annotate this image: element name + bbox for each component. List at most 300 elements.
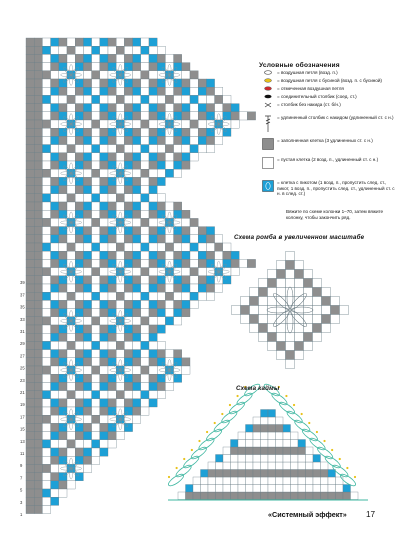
grid-cell bbox=[174, 153, 182, 161]
grid-cell bbox=[206, 136, 214, 144]
grid-cell bbox=[75, 276, 83, 284]
grid-cell bbox=[182, 79, 190, 87]
grid-cell bbox=[83, 153, 91, 161]
grid-cell bbox=[141, 227, 149, 235]
grid-cell bbox=[133, 391, 141, 399]
rhombus-cell bbox=[331, 297, 340, 306]
grid-cell bbox=[223, 104, 231, 112]
grid-cell bbox=[67, 391, 75, 399]
edging-cell bbox=[261, 425, 269, 433]
grid-cell bbox=[141, 341, 149, 349]
grid-cell bbox=[51, 87, 59, 95]
grid-cell bbox=[26, 309, 34, 317]
rhombus-cell bbox=[322, 306, 331, 315]
bead-dot bbox=[301, 413, 303, 415]
grid-cell bbox=[100, 382, 108, 390]
grid-cell bbox=[83, 54, 91, 62]
grid-cell bbox=[182, 71, 190, 79]
grid-cell bbox=[67, 341, 75, 349]
grid-cell bbox=[100, 423, 108, 431]
grid-cell bbox=[141, 276, 149, 284]
grid-cell bbox=[67, 292, 75, 300]
grid-cell bbox=[165, 95, 173, 103]
grid-cell bbox=[124, 276, 132, 284]
rhombus-cell bbox=[241, 315, 250, 324]
grid-cell bbox=[59, 473, 67, 481]
grid-cell bbox=[124, 145, 132, 153]
grid-cell bbox=[42, 268, 50, 276]
grid-cell bbox=[51, 333, 59, 341]
grid-cell bbox=[26, 489, 34, 497]
grid-cell bbox=[141, 259, 149, 267]
grid-cell bbox=[26, 440, 34, 448]
grid-cell bbox=[231, 120, 239, 128]
filled-cell-icon bbox=[259, 138, 277, 150]
grid-cell bbox=[92, 415, 100, 423]
grid-cell bbox=[92, 202, 100, 210]
grid-cell bbox=[34, 210, 42, 218]
grid-cell bbox=[149, 46, 157, 54]
grid-cell bbox=[174, 104, 182, 112]
grid-cell bbox=[92, 243, 100, 251]
grid-cell bbox=[26, 456, 34, 464]
grid-cell bbox=[141, 71, 149, 79]
edging-cell bbox=[216, 455, 224, 463]
grid-cell bbox=[157, 202, 165, 210]
grid-cell bbox=[116, 153, 124, 161]
grid-cell bbox=[100, 259, 108, 267]
grid-cell bbox=[133, 407, 141, 415]
grid-cell bbox=[59, 325, 67, 333]
rhombus-cell bbox=[322, 297, 331, 306]
grid-cell bbox=[67, 169, 75, 177]
grid-cell bbox=[124, 38, 132, 46]
grid-cell bbox=[92, 153, 100, 161]
grid-cell bbox=[51, 415, 59, 423]
grid-cell bbox=[141, 243, 149, 251]
grid-cell bbox=[26, 317, 34, 325]
grid-cell bbox=[124, 407, 132, 415]
edging-cell bbox=[276, 492, 284, 500]
grid-cell bbox=[157, 79, 165, 87]
grid-cell bbox=[108, 63, 116, 71]
grid-cell bbox=[42, 497, 50, 505]
grid-cell bbox=[59, 489, 67, 497]
grid-cell bbox=[100, 161, 108, 169]
edging-cell bbox=[283, 432, 291, 440]
grid-cell bbox=[133, 300, 141, 308]
grid-cell bbox=[34, 46, 42, 54]
grid-cell bbox=[92, 38, 100, 46]
grid-cell bbox=[149, 276, 157, 284]
grid-cell bbox=[75, 161, 83, 169]
grid-cell bbox=[149, 341, 157, 349]
grid-cell bbox=[141, 268, 149, 276]
grid-cell bbox=[92, 374, 100, 382]
grid-cell bbox=[26, 432, 34, 440]
grid-cell bbox=[26, 120, 34, 128]
rhombus-cell bbox=[313, 324, 322, 333]
grid-cell bbox=[26, 104, 34, 112]
grid-cell bbox=[42, 235, 50, 243]
edging-cell bbox=[246, 470, 254, 478]
grid-cell bbox=[157, 153, 165, 161]
grid-cell bbox=[157, 46, 165, 54]
grid-cell bbox=[26, 391, 34, 399]
grid-cell bbox=[92, 399, 100, 407]
grid-cell bbox=[198, 276, 206, 284]
grid-cell bbox=[108, 243, 116, 251]
grid-cell bbox=[182, 358, 190, 366]
edging-cell bbox=[276, 462, 284, 470]
edging-cell bbox=[306, 485, 314, 493]
rhombus-cell bbox=[304, 279, 313, 288]
grid-cell bbox=[83, 202, 91, 210]
grid-cell bbox=[116, 169, 124, 177]
grid-cell bbox=[182, 112, 190, 120]
grid-cell bbox=[165, 284, 173, 292]
edging-cell bbox=[291, 462, 299, 470]
grid-cell bbox=[116, 87, 124, 95]
grid-cell bbox=[108, 38, 116, 46]
grid-cell bbox=[59, 243, 67, 251]
grid-cell bbox=[190, 243, 198, 251]
grid-cell bbox=[223, 112, 231, 120]
grid-cell bbox=[116, 136, 124, 144]
grid-cell bbox=[75, 309, 83, 317]
grid-cell bbox=[157, 161, 165, 169]
edging-cell bbox=[291, 447, 299, 455]
edging-cell bbox=[238, 440, 246, 448]
grid-cell bbox=[182, 120, 190, 128]
grid-cell bbox=[83, 259, 91, 267]
grid-cell bbox=[42, 505, 50, 513]
bead-dot bbox=[354, 476, 356, 478]
grid-cell bbox=[124, 251, 132, 259]
grid-cell bbox=[59, 38, 67, 46]
chain-icon bbox=[259, 70, 277, 75]
grid-cell bbox=[26, 350, 34, 358]
edging-cell bbox=[328, 492, 336, 500]
grid-cell bbox=[92, 186, 100, 194]
rhombus-cell bbox=[286, 333, 295, 342]
grid-cell bbox=[75, 186, 83, 194]
rhombus-cell bbox=[250, 324, 259, 333]
grid-cell bbox=[190, 136, 198, 144]
grid-cell bbox=[42, 46, 50, 54]
grid-cell bbox=[108, 194, 116, 202]
grid-cell bbox=[149, 169, 157, 177]
grid-cell bbox=[108, 251, 116, 259]
grid-cell bbox=[141, 382, 149, 390]
grid-cell bbox=[67, 194, 75, 202]
grid-cell bbox=[51, 382, 59, 390]
grid-cell bbox=[157, 251, 165, 259]
grid-cell bbox=[83, 243, 91, 251]
bead-dot bbox=[206, 431, 208, 433]
grid-cell bbox=[157, 309, 165, 317]
grid-cell bbox=[75, 38, 83, 46]
grid-cell bbox=[190, 87, 198, 95]
grid-cell bbox=[124, 112, 132, 120]
grid-cell bbox=[141, 218, 149, 226]
grid-cell bbox=[116, 391, 124, 399]
legend-item-bead-cell: = клетка с пикотом (1 возд. п., пропустить след. ст., пикот, 1 возд. п., пропустить след. ст., удлиненный ст. с н. в след. ст.) bbox=[259, 180, 399, 197]
rhombus-cell bbox=[313, 306, 322, 315]
grid-cell bbox=[108, 128, 116, 136]
grid-cell bbox=[165, 202, 173, 210]
grid-cell bbox=[133, 235, 141, 243]
edging-cell bbox=[246, 462, 254, 470]
grid-cell bbox=[92, 177, 100, 185]
grid-cell bbox=[34, 292, 42, 300]
grid-cell bbox=[59, 448, 67, 456]
grid-cell bbox=[133, 399, 141, 407]
edging-cell bbox=[208, 477, 216, 485]
grid-cell bbox=[51, 292, 59, 300]
grid-cell bbox=[59, 104, 67, 112]
edging-cell bbox=[223, 455, 231, 463]
legend-item-sc: = столбик без накида (ст. б/н.) bbox=[259, 102, 399, 108]
grid-cell bbox=[133, 358, 141, 366]
grid-cell bbox=[182, 292, 190, 300]
grid-cell bbox=[34, 218, 42, 226]
grid-cell bbox=[157, 194, 165, 202]
grid-cell bbox=[59, 276, 67, 284]
grid-cell bbox=[231, 112, 239, 120]
grid-cell bbox=[124, 259, 132, 267]
bead-dot bbox=[176, 467, 178, 469]
bead-dot bbox=[183, 458, 185, 460]
grid-cell bbox=[67, 145, 75, 153]
grid-cell bbox=[133, 366, 141, 374]
grid-cell bbox=[83, 227, 91, 235]
edging-cell bbox=[201, 477, 209, 485]
grid-cell bbox=[108, 350, 116, 358]
grid-cell bbox=[92, 161, 100, 169]
edging-cell bbox=[276, 477, 284, 485]
grid-cell bbox=[231, 251, 239, 259]
grid-cell bbox=[124, 63, 132, 71]
grid-cell bbox=[133, 268, 141, 276]
grid-cell bbox=[116, 243, 124, 251]
grid-cell bbox=[165, 153, 173, 161]
grid-cell bbox=[26, 399, 34, 407]
edging-caption: Схема каймы bbox=[236, 385, 280, 392]
grid-cell bbox=[149, 292, 157, 300]
grid-cell bbox=[100, 202, 108, 210]
rhombus-cell bbox=[295, 297, 304, 306]
grid-cell bbox=[165, 382, 173, 390]
rhombus-cell bbox=[295, 279, 304, 288]
edging-cell bbox=[246, 432, 254, 440]
grid-cell bbox=[157, 210, 165, 218]
grid-cell bbox=[42, 374, 50, 382]
grid-cell bbox=[34, 505, 42, 513]
grid-cell bbox=[108, 391, 116, 399]
edging-cell bbox=[223, 477, 231, 485]
grid-cell bbox=[51, 497, 59, 505]
rhombus-cell bbox=[340, 306, 349, 315]
grid-cell bbox=[67, 87, 75, 95]
row-label: 9 bbox=[20, 463, 23, 469]
grid-cell bbox=[149, 104, 157, 112]
grid-cell bbox=[83, 104, 91, 112]
grid-cell bbox=[215, 235, 223, 243]
grid-cell bbox=[100, 268, 108, 276]
grid-cell bbox=[133, 350, 141, 358]
grid-cell bbox=[59, 87, 67, 95]
grid-cell bbox=[141, 112, 149, 120]
grid-cell bbox=[141, 128, 149, 136]
grid-cell bbox=[83, 382, 91, 390]
grid-cell bbox=[223, 95, 231, 103]
edging-cell bbox=[283, 485, 291, 493]
grid-cell bbox=[190, 251, 198, 259]
grid-cell bbox=[190, 259, 198, 267]
edging-cell bbox=[253, 470, 261, 478]
grid-cell bbox=[83, 186, 91, 194]
grid-cell bbox=[100, 243, 108, 251]
bead-dot bbox=[221, 413, 223, 415]
grid-cell bbox=[92, 218, 100, 226]
grid-cell bbox=[124, 309, 132, 317]
grid-cell bbox=[124, 391, 132, 399]
grid-cell bbox=[26, 333, 34, 341]
grid-cell bbox=[116, 399, 124, 407]
grid-cell bbox=[182, 145, 190, 153]
grid-cell bbox=[100, 317, 108, 325]
grid-cell bbox=[165, 218, 173, 226]
grid-cell bbox=[124, 186, 132, 194]
grid-cell bbox=[141, 202, 149, 210]
grid-cell bbox=[108, 79, 116, 87]
grid-cell bbox=[100, 95, 108, 103]
grid-cell bbox=[75, 292, 83, 300]
edging-cell bbox=[216, 492, 224, 500]
grid-cell bbox=[108, 358, 116, 366]
grid-cell bbox=[141, 104, 149, 112]
grid-cell bbox=[75, 95, 83, 103]
row-label: 27 bbox=[20, 353, 25, 359]
grid-cell bbox=[59, 227, 67, 235]
grid-cell bbox=[26, 366, 34, 374]
grid-cell bbox=[149, 128, 157, 136]
edging-cell bbox=[313, 462, 321, 470]
rhombus-cell bbox=[241, 306, 250, 315]
grid-cell bbox=[59, 202, 67, 210]
bead-dot bbox=[308, 422, 310, 424]
grid-cell bbox=[149, 382, 157, 390]
grid-cell bbox=[26, 292, 34, 300]
grid-cell bbox=[83, 374, 91, 382]
knitting-note: Вяжите по схеме колонки 1–70, затем вяжите колонку, чтобы закончить ряд. bbox=[286, 209, 384, 220]
grid-cell bbox=[157, 292, 165, 300]
empty-cell-icon bbox=[259, 157, 277, 169]
grid-cell bbox=[26, 79, 34, 87]
grid-cell bbox=[42, 128, 50, 136]
rhombus-cell bbox=[250, 288, 259, 297]
edging-cell bbox=[268, 440, 276, 448]
grid-cell bbox=[42, 317, 50, 325]
grid-cell bbox=[92, 358, 100, 366]
grid-cell bbox=[59, 333, 67, 341]
bead-dot bbox=[214, 422, 216, 424]
grid-cell bbox=[206, 284, 214, 292]
grid-cell bbox=[124, 177, 132, 185]
rhombus-cell bbox=[304, 270, 313, 279]
grid-cell bbox=[51, 251, 59, 259]
page-number: 17 bbox=[366, 510, 376, 519]
grid-cell bbox=[51, 325, 59, 333]
grid-cell bbox=[26, 63, 34, 71]
rhombus-cell bbox=[277, 315, 286, 324]
grid-cell bbox=[108, 325, 116, 333]
grid-cell bbox=[149, 145, 157, 153]
grid-cell bbox=[174, 284, 182, 292]
grid-cell bbox=[108, 54, 116, 62]
grid-cell bbox=[83, 268, 91, 276]
grid-cell bbox=[67, 317, 75, 325]
edging-cell bbox=[328, 470, 336, 478]
grid-cell bbox=[59, 432, 67, 440]
edging-cell bbox=[201, 470, 209, 478]
grid-cell bbox=[157, 391, 165, 399]
grid-cell bbox=[34, 350, 42, 358]
grid-cell bbox=[83, 128, 91, 136]
edging-cell bbox=[268, 485, 276, 493]
grid-cell bbox=[75, 79, 83, 87]
grid-cell bbox=[92, 366, 100, 374]
grid-cell bbox=[133, 169, 141, 177]
grid-cell bbox=[108, 259, 116, 267]
grid-cell bbox=[190, 235, 198, 243]
grid-cell bbox=[92, 136, 100, 144]
grid-cell bbox=[34, 366, 42, 374]
grid-cell bbox=[42, 79, 50, 87]
grid-cell bbox=[42, 440, 50, 448]
grid-cell bbox=[239, 259, 247, 267]
grid-cell bbox=[149, 284, 157, 292]
grid-cell bbox=[51, 268, 59, 276]
grid-cell bbox=[75, 259, 83, 267]
grid-cell bbox=[75, 177, 83, 185]
grid-cell bbox=[83, 210, 91, 218]
grid-cell bbox=[67, 243, 75, 251]
grid-cell bbox=[67, 153, 75, 161]
rhombus-cell bbox=[277, 279, 286, 288]
grid-cell bbox=[124, 292, 132, 300]
grid-cell bbox=[92, 104, 100, 112]
grid-cell bbox=[182, 243, 190, 251]
grid-cell bbox=[100, 358, 108, 366]
grid-cell bbox=[42, 87, 50, 95]
grid-cell bbox=[165, 169, 173, 177]
grid-cell bbox=[100, 333, 108, 341]
edging-cell bbox=[291, 477, 299, 485]
rhombus-cell bbox=[331, 315, 340, 324]
grid-cell bbox=[34, 456, 42, 464]
grid-cell bbox=[182, 366, 190, 374]
grid-cell bbox=[174, 235, 182, 243]
grid-cell bbox=[75, 333, 83, 341]
grid-cell bbox=[157, 112, 165, 120]
grid-cell bbox=[34, 432, 42, 440]
grid-cell bbox=[174, 112, 182, 120]
grid-cell bbox=[100, 136, 108, 144]
grid-cell bbox=[182, 104, 190, 112]
grid-cell bbox=[51, 489, 59, 497]
